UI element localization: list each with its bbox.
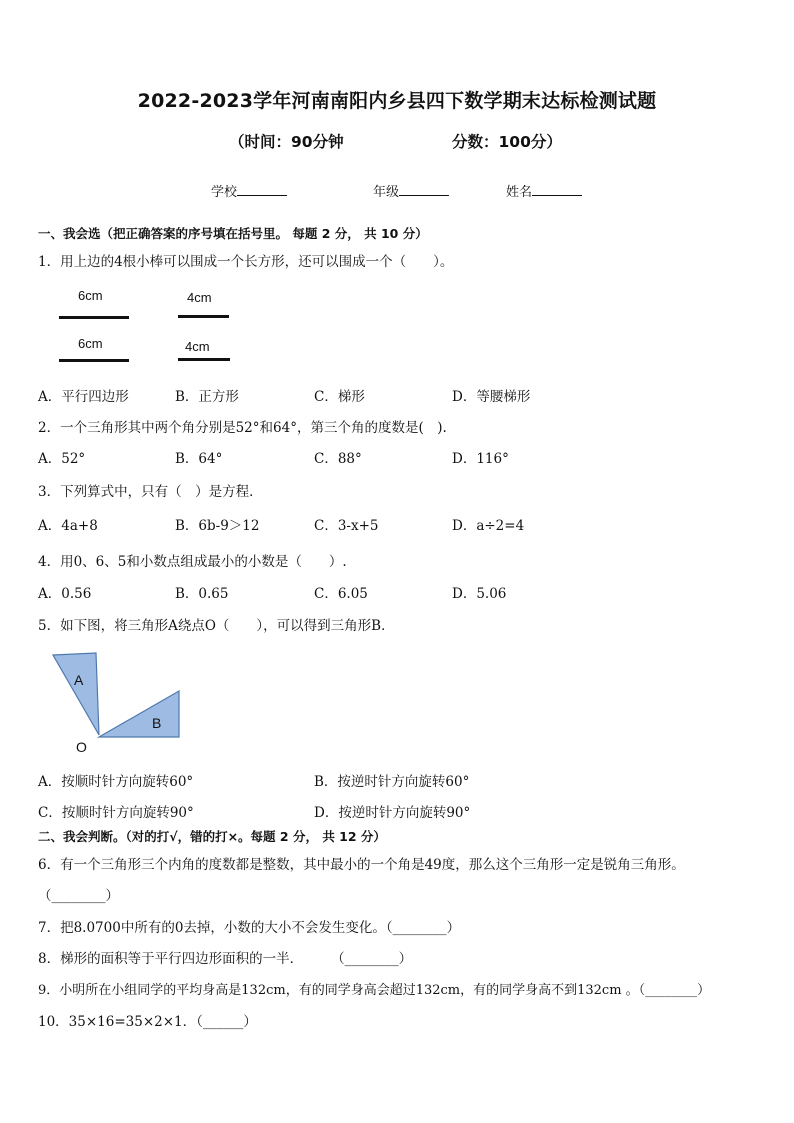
option-b[interactable]: B．0.65 — [175, 586, 229, 602]
stick-label: 6cm — [78, 336, 103, 351]
stick-label: 4cm — [185, 339, 210, 354]
option-c[interactable]: C．88° — [314, 451, 362, 467]
option-d[interactable]: D．按逆时针方向旋转90° — [314, 805, 471, 821]
stick — [59, 359, 129, 362]
option-d[interactable]: D．116° — [452, 451, 509, 467]
name-field[interactable]: 姓名 — [506, 181, 582, 200]
school-field[interactable]: 学校 — [211, 181, 287, 200]
question-10: 10．35×16=35×2×1．（______） — [38, 1014, 257, 1030]
rotation-figure — [48, 648, 188, 758]
question-2: 2．一个三角形其中两个角分别是52°和64°，第三个角的度数是( ). — [38, 420, 447, 436]
grade-field[interactable]: 年级 — [373, 181, 449, 200]
label-o: O — [76, 739, 87, 755]
question-8: 8．梯形的面积等于平行四边形面积的一半． （________） — [38, 951, 413, 967]
question-1: 1．用上边的4根小棒可以围成一个长方形，还可以围成一个（ ）。 — [38, 254, 454, 270]
label-a: A — [74, 672, 84, 688]
stick — [178, 315, 229, 318]
question-4: 4．用0、6、5和小数点组成最小的小数是（ ）. — [38, 554, 347, 570]
option-b[interactable]: B．6b-9＞12 — [175, 518, 260, 534]
question-7: 7．把8.0700中所有的0去掉，小数的大小不会发生变化。（________） — [38, 920, 461, 936]
exam-score: 分数：100分） — [452, 133, 562, 151]
option-b[interactable]: B．64° — [175, 451, 223, 467]
option-b[interactable]: B．正方形 — [175, 389, 239, 405]
option-a[interactable]: A．平行四边形 — [38, 389, 129, 405]
section-1-heading: 一、我会选（把正确答案的序号填在括号里。 每题 2 分， 共 10 分） — [38, 226, 428, 241]
question-3: 3．下列算式中，只有（ ）是方程． — [38, 484, 263, 500]
option-a[interactable]: A．0.56 — [38, 586, 92, 602]
question-5: 5．如下图，将三角形A绕点O（ ），可以得到三角形B． — [38, 618, 395, 634]
exam-time: （时间：90分钟 — [229, 133, 344, 151]
page-title: 2022-2023学年河南南阳内乡县四下数学期末达标检测试题 — [137, 90, 657, 112]
label-b: B — [152, 715, 162, 731]
stick-label: 6cm — [78, 288, 103, 303]
option-a[interactable]: A．按顺时针方向旋转60° — [38, 774, 194, 790]
answer-blank-9[interactable]: （________） — [638, 983, 711, 998]
stick-label: 4cm — [187, 290, 212, 305]
option-b[interactable]: B．按逆时针方向旋转60° — [314, 774, 470, 790]
option-d[interactable]: D．5.06 — [452, 586, 507, 602]
answer-blank-8[interactable]: （________） — [331, 951, 413, 967]
question-6: 6．有一个三角形三个内角的度数都是整数，其中最小的一个角是49度，那么这个三角形一定是锐角三角形。 — [38, 857, 685, 873]
triangle-a — [53, 653, 99, 735]
question-9: 9．小明所在小组同学的平均身高是132cm，有的同学身高会超过132cm，有的同学身高不到132cm 。（________） — [38, 983, 711, 998]
stick — [178, 358, 230, 361]
option-c[interactable]: C．3-x+5 — [314, 518, 379, 534]
option-c[interactable]: C．按顺时针方向旋转90° — [38, 805, 194, 821]
section-2-heading: 二、我会判断。（对的打√，错的打×。每题 2 分， 共 12 分） — [38, 829, 386, 844]
option-c[interactable]: C．梯形 — [314, 389, 365, 405]
option-d[interactable]: D．等腰梯形 — [452, 389, 531, 405]
option-d[interactable]: D．a÷2=4 — [452, 518, 525, 534]
triangle-b — [99, 691, 179, 737]
option-a[interactable]: A．52° — [38, 451, 86, 467]
option-c[interactable]: C．6.05 — [314, 586, 368, 602]
stick — [59, 316, 129, 319]
answer-blank-10[interactable]: （______） — [196, 1014, 257, 1030]
answer-blank-7[interactable]: （________） — [385, 920, 461, 936]
option-a[interactable]: A．4a+8 — [38, 518, 98, 534]
answer-blank-6[interactable]: （________） — [38, 888, 119, 904]
